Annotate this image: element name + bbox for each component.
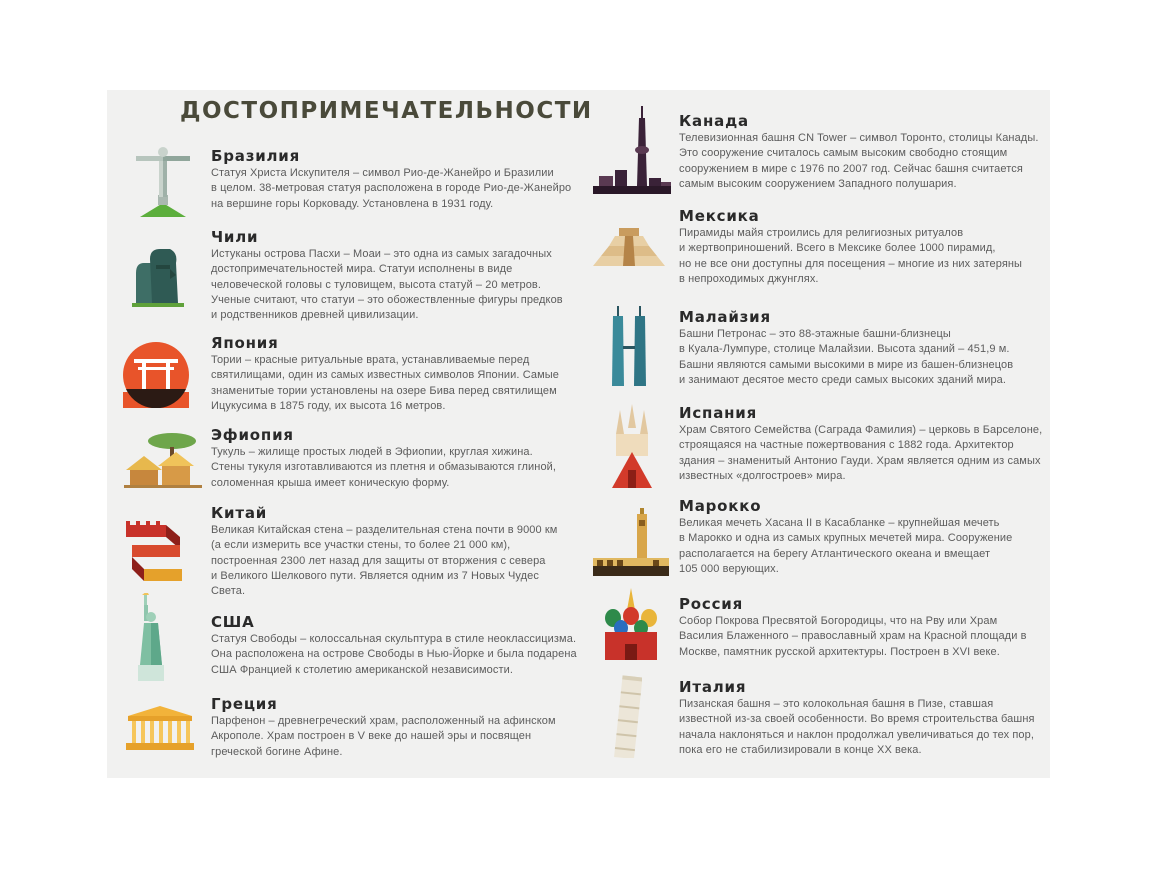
description-line: известных «долгостроев» мира.	[679, 469, 846, 482]
description-line: Она расположена на острове Свободы в Нью-Йорке и была подарена	[211, 648, 577, 661]
description-line: и занимают десятое место среди самых высоких зданий мира.	[679, 373, 1007, 386]
entry-malaysia	[679, 307, 1013, 388]
country-name: Марокко	[679, 497, 762, 515]
description-line: строящаяся на частные пожертвования с 1882 года. Архитектор	[679, 439, 1014, 452]
hassan-mosque-icon	[593, 508, 669, 576]
description-line: Это сооружение считалось самым высоким свободно стоящим	[679, 147, 1008, 160]
description-line: самым высоким сооружением Западного полушария.	[679, 177, 957, 190]
description-line: в Марокко и одна из самых крупных мечетей мира. Сооружение	[679, 532, 1013, 545]
description-line: США Францией к столетию американской независимости.	[211, 663, 513, 676]
country-name: Бразилия	[211, 147, 301, 165]
christ-redeemer-icon	[132, 143, 194, 217]
description-line: святилищами, один из самых известных символов Японии. Самые	[211, 369, 559, 382]
description-line: 105 000 верующих.	[679, 562, 779, 575]
entry-italy	[679, 677, 1035, 758]
country-name: Италия	[679, 678, 747, 696]
country-name: США	[211, 613, 255, 631]
great-wall-icon	[122, 519, 186, 583]
maya-pyramid-icon	[593, 226, 665, 266]
country-name: Китай	[211, 504, 268, 522]
description-line: Парфенон – древнегреческий храм, расположенный на афинском	[211, 715, 556, 727]
description-line: Москве, памятник русской архитектуры. Построен в XVI веке.	[679, 645, 1000, 658]
description-line: Света.	[211, 585, 246, 598]
entry-canada	[679, 111, 1038, 192]
description-line: пока его не стабилизировали в конце XX века.	[679, 743, 922, 756]
description-line: Стены тукуля изготавливаются из плетня и обмазываются глиной,	[211, 461, 557, 474]
description-line: достопримечательностей мира. Статуи исполнены в виде	[211, 263, 513, 276]
country-name: Канада	[679, 112, 749, 130]
description-line: (а если измерить все участки стены, то более 21 000 км),	[211, 539, 511, 552]
country-name: Япония	[211, 334, 279, 352]
description-line: но не все они доступны для посещения – многие из них затеряны	[679, 257, 1023, 270]
description-line: Пизанская башня – это колокольная башня в Пизе, ставшая	[679, 698, 994, 710]
description-line: и родственников древней цивилизации.	[211, 309, 419, 322]
description-line: Ицукусима в 1875 году, их высота 16 метров.	[211, 399, 446, 412]
description-line: греческой богине Афине.	[211, 745, 343, 758]
country-name: Испания	[679, 404, 758, 422]
moai-icon	[132, 245, 184, 307]
country-name: Эфиопия	[211, 426, 294, 444]
description-line: Тукуль – жилище простых людей в Эфиопии, круглая хижина.	[211, 446, 533, 458]
description-line: Телевизионная башня CN Tower – символ Торонто, столицы Канады.	[679, 132, 1039, 144]
country-name: Малайзия	[679, 308, 771, 326]
sagrada-familia-icon	[610, 404, 654, 488]
description-line: здания – знаменитый Антонио Гауди. Храм является одним из самых	[679, 454, 1041, 467]
description-line: Статуя Свободы – колоссальная скульптура в стиле неоклассицизма.	[211, 633, 577, 645]
description-line: Акрополе. Храм построен в V веке до нашей эры и посвящен	[211, 730, 532, 743]
description-line: знаменитые тории установлены на озере Бива перед святилищем	[211, 384, 557, 397]
description-line: и жертвоприношений. Всего в Мексике более 1000 пирамид,	[679, 242, 996, 255]
description-line: Статуя Христа Искупителя – символ Рио-де-Жанейро и Бразилии	[211, 167, 554, 179]
description-line: Храм Святого Семейства (Саграда Фамилия) – церковь в Барселоне,	[679, 424, 1043, 436]
cn-tower-icon	[593, 106, 671, 196]
description-line: располагается на берегу Атлантического океана и вмещает	[679, 547, 991, 560]
statue-of-liberty-icon	[134, 593, 168, 683]
description-line: в Куала-Лумпуре, столице Малайзии. Высота зданий – 451,9 м.	[679, 343, 1010, 356]
description-line: Истуканы острова Пасхи – Моаи – это одна из самых загадочных	[211, 248, 552, 260]
entry-chile	[211, 227, 563, 323]
entry-ethiopia	[211, 425, 556, 491]
description-line: известной из-за своей особенности. Во время строительства башня	[679, 713, 1035, 726]
description-line: Великая мечеть Хасана II в Касабланке – крупнейшая мечеть	[679, 517, 1000, 529]
entry-greece	[211, 694, 556, 760]
description-line: Василия Блаженного – православный храм на Красной площади в	[679, 630, 1027, 643]
petronas-towers-icon	[611, 306, 647, 386]
tukul-hut-icon	[124, 432, 202, 488]
entry-russia	[679, 594, 1027, 660]
description-line: Башни Петронас – это 88-этажные башни-близнецы	[679, 328, 951, 340]
description-line: Собор Покрова Пресвятой Богородицы, что на Рву или Храм	[679, 615, 998, 627]
country-name: Мексика	[679, 207, 760, 225]
description-line: Ученые считают, что статуи – это обожествленные фигуры предков	[211, 293, 563, 306]
entry-morocco	[679, 496, 1012, 577]
description-line: начала наклоняться и наклон продолжал увеличиваться до тех пор,	[679, 728, 1035, 741]
description-line: построенная 2300 лет назад для защиты от вторжения с севера	[211, 554, 546, 567]
entry-japan	[211, 333, 559, 414]
description-line: человеческой головы с туловищем, высота статуй – 20 метров.	[211, 278, 542, 291]
description-line: и Великого Шелкового пути. Является одним из 7 Новых Чудес	[211, 569, 540, 582]
description-line: в целом. 38-метровая статуя расположена в городе Рио-де-Жанейро	[211, 182, 572, 195]
country-name: Чили	[211, 228, 259, 246]
description-line: соломенная крыша имеет коническую форму.	[211, 476, 450, 489]
st-basil-cathedral-icon	[601, 588, 661, 660]
parthenon-icon	[126, 706, 194, 750]
entry-spain	[679, 403, 1042, 484]
page-title: ДОСТОПРИМЕЧАТЕЛЬНОСТИ	[180, 98, 593, 124]
description-line: в непроходимых джунглях.	[679, 272, 819, 285]
description-line: на вершине горы Корковаду. Установлена в 1931 году.	[211, 197, 494, 210]
entry-china	[211, 503, 557, 599]
description-line: сооружением в мире с 1976 по 2007 год. Сейчас башня считается	[679, 162, 1023, 175]
description-line: Пирамиды майя строились для религиозных ритуалов	[679, 227, 964, 239]
entry-brazil	[211, 146, 571, 212]
country-name: Россия	[679, 595, 744, 613]
entry-mexico	[679, 206, 1022, 287]
torii-gate-icon	[123, 342, 189, 408]
description-line: Великая Китайская стена – разделительная стена почти в 9000 км	[211, 524, 558, 536]
description-line: Тории – красные ритуальные врата, устанавливаемые перед	[211, 354, 530, 366]
leaning-tower-icon	[606, 672, 642, 758]
country-name: Греция	[211, 695, 278, 713]
entry-usa	[211, 612, 577, 678]
description-line: Башни являются самыми высокими в мире из башен-близнецов	[679, 358, 1014, 371]
